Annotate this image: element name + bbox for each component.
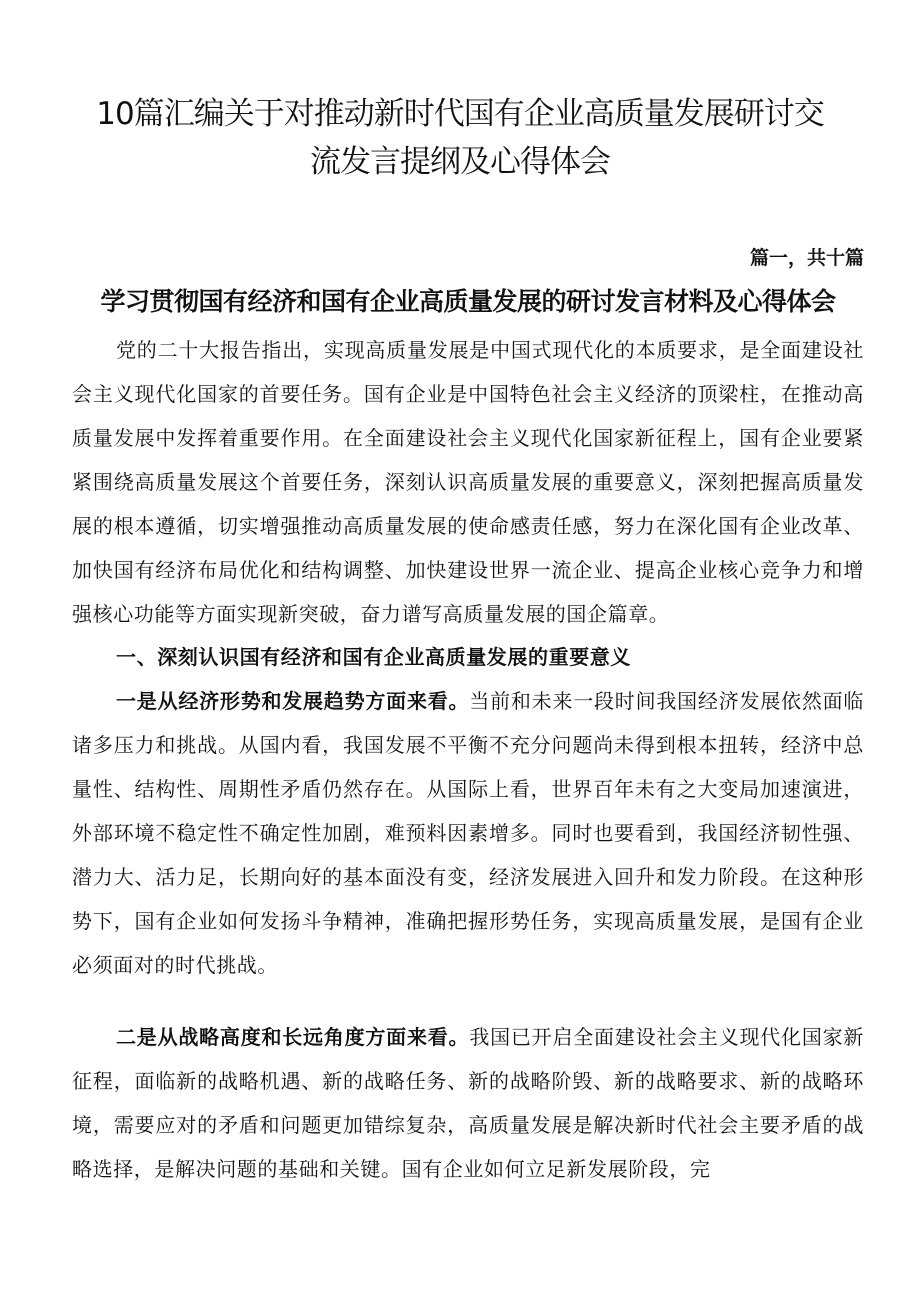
part-heading: 学习贯彻国有经济和国有企业高质量发展的研讨发言材料及心得体会 (100, 287, 836, 316)
paragraph-intro: 党的二十大报告指出，实现高质量发展是中国式现代化的本质要求，是全面建设社会主义现代化国家的首要任务。国有企业是中国特色社会主义经济的顶梁柱，在推动高质量发展中发挥着重要作用。在全面建设社会主义现代化国家新征程上，国有企业要紧紧围绕高质量发展这个首要任务，深刻认识高质量发展的重要意义，深刻把握高质量发展的根本遵循，切实增强推动高质量发展的使命感责任感，努力在深化国有企业改革、加快国有经济布局优化和结构调整、加快建设世界一流企业、提高企业核心竞争力和增强核心功能等方面实现新突破，奋力谱写高质量发展的国企篇章。 (72, 338, 864, 626)
paragraph-lead: 一是从经济形势和发展趋势方面来看。 (116, 689, 470, 713)
section-heading-1: 一、深刻认识国有经济和国有企业高质量发展的重要意义 (116, 645, 631, 669)
paragraph-body: 当前和未来一段时间我国经济发展依然面临诸多压力和挑战。从国内看，我国发展不平衡不充分问题尚未得到根本扭转，经济中总量性、结构性、周期性矛盾仍然存在。从国际上看，世界百年未有之大变局加速演进，外部环境不稳定性不确定性加剧，难预料因素增多。同时也要看到，我国经济韧性强、潜力大、活力足，长期向好的基本面没有变，经济发展进入回升和发力阶段。在这种形势下，国有企业如何发扬斗争精神，准确把握形势任务，实现高质量发展，是国有企业必须面对的时代挑战。 (72, 689, 864, 977)
part-label: 篇一，共十篇 (749, 247, 864, 269)
paragraph-lead: 二是从战略高度和长远角度方面来看。 (116, 1025, 470, 1049)
paragraph-economic-situation (72, 679, 864, 987)
paragraph-body: 我国已开启全面建设社会主义现代化国家新征程，面临新的战略机遇、新的战略任务、新的战略阶毁、新的战略要求、新的战略环境，需要应对的矛盾和问题更加错综复杂，高质量发展是解决新时代社会主要矛盾的战略选择，是解决问题的基础和关键。国有企业如何立足新发展阶段，完 (72, 1025, 864, 1181)
paragraph-strategic-height (72, 1015, 864, 1191)
document-title-line-2: 流发言提纲及心得体会 (310, 144, 610, 180)
document-title-line-1: 10篇汇编关于对推动新时代国有企业高质量发展研讨交 (96, 96, 824, 132)
document-title (60, 90, 860, 186)
